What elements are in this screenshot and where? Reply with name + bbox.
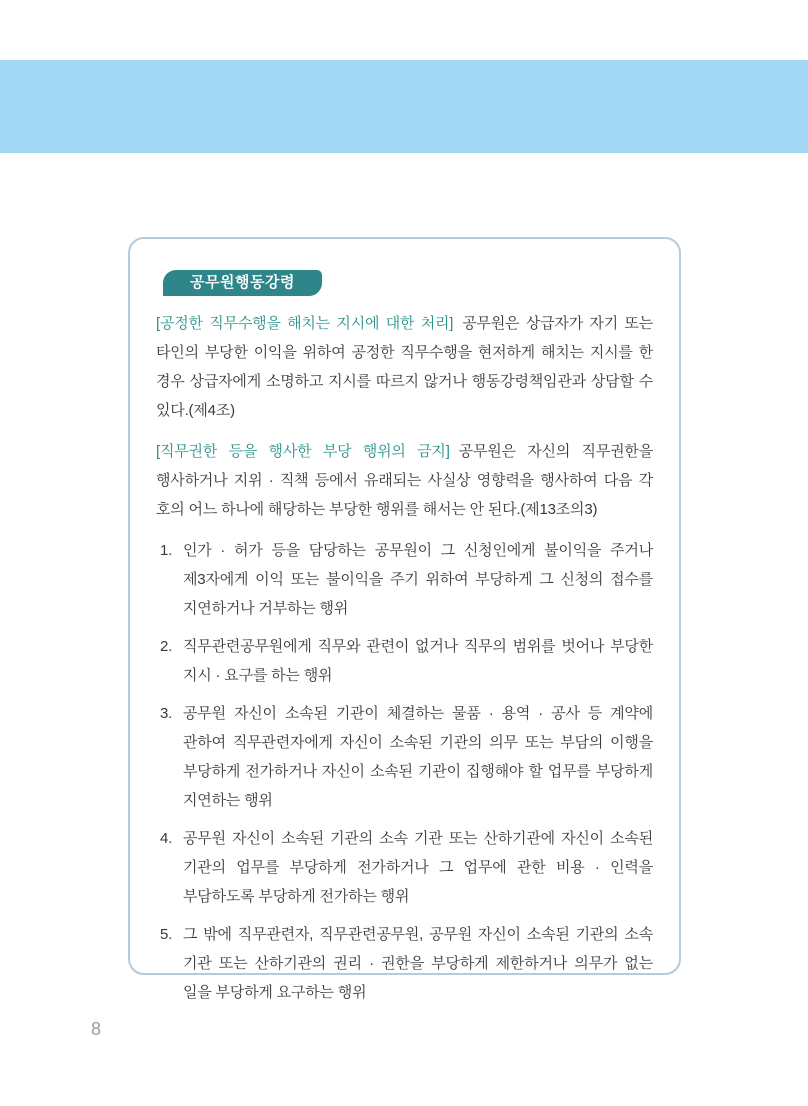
- item-text: 인가 · 허가 등을 담당하는 공무원이 그 신청인에게 불이익을 주거나 제3자에게 이익 또는 불이익을 주기 위하여 부당하게 그 신청의 접수를 지연하거나 거부하는 행위: [183, 542, 653, 617]
- item-number: 4.: [160, 830, 173, 847]
- list-item: [160, 824, 653, 911]
- item-number: 3.: [160, 705, 173, 722]
- item-text: 공무원 자신이 소속된 기관이 체결하는 물품 · 용역 · 공사 등 계약에 관하여 직무관련자에게 자신이 소속된 기관의 의무 또는 부담의 이행을 부당하게 전가하거나 자신이 소속된 기관이 집행해야 할 업무를 부당하게 지연하는 행위: [183, 705, 653, 809]
- item-number: 2.: [160, 638, 173, 655]
- item-text: 공무원 자신이 소속된 기관의 소속 기관 또는 산하기관에 자신이 소속된 기관의 업무를 부당하게 전가하거나 그 업무에 관한 비용 · 인력을 부담하도록 부당하게 전가하는 행위: [183, 830, 653, 905]
- running-header-title: ● 공공분야 갑질 근절을 위한 가이드라인 ●: [95, 170, 318, 182]
- item-text: 직무관련공무원에게 직무와 관련이 없거나 직무의 범위를 벗어나 부당한 지시 · 요구를 하는 행위: [183, 638, 653, 684]
- item-number: 1.: [160, 542, 173, 559]
- header-band: [0, 60, 808, 182]
- paragraph-body: 공무원은 자신의 직무권한을 행사하거나 지위 · 직책 등에서 유래되는 사실상 영향력을 행사하여 다음 각 호의 어느 하나에 해당하는 부당한 행위를 해서는 안 된다.(제13조의3): [156, 443, 653, 518]
- numbered-list: [156, 536, 653, 1007]
- item-text: 그 밖에 직무관련자, 직무관련공무원, 공무원 자신이 소속된 기관의 소속 기관 또는 산하기관의 권리 · 권한을 부당하게 제한하거나 의무가 없는 일을 부당하게 요구하는 행위: [183, 926, 653, 1001]
- paragraph-heading: [직무권한 등을 행사한 부당 행위의 금지]: [156, 443, 450, 460]
- paragraph-body: 공무원은 상급자가 자기 또는 타인의 부당한 이익을 위하여 공정한 직무수행을 현저하게 해치는 지시를 한 경우 상급자에게 소명하고 지시를 따르지 않거나 행동강령책임관과 상담할 수 있다.(제4조): [156, 315, 653, 419]
- page-number: 8: [91, 1019, 102, 1039]
- paragraph-fair-duty: [156, 309, 653, 425]
- content-box: [128, 237, 681, 1001]
- section-badge: 공무원행동강령: [163, 270, 322, 296]
- list-item: [160, 632, 653, 690]
- item-number: 5.: [160, 926, 173, 943]
- list-item: [160, 536, 653, 623]
- paragraph-heading: [공정한 직무수행을 해치는 지시에 대한 처리]: [156, 315, 454, 332]
- paragraph-abuse-prohibition: [156, 437, 653, 524]
- list-item: [160, 699, 653, 815]
- list-item: [160, 920, 653, 1007]
